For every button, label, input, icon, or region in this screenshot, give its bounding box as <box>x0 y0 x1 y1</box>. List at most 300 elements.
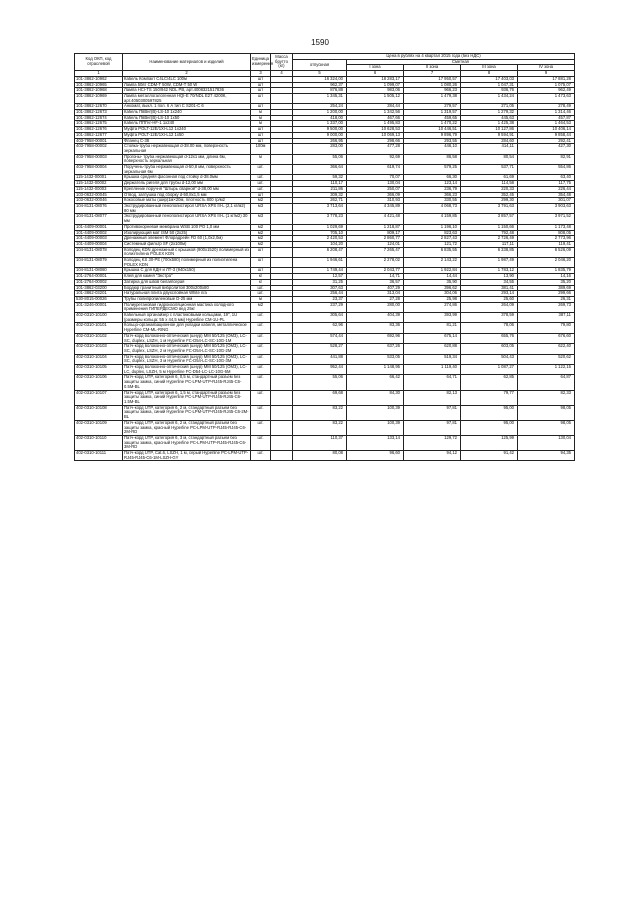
price-zone-2: 10 446,51 <box>404 127 461 133</box>
price-zone-1: 250,07 <box>347 186 404 192</box>
price-zone-1: 27,28 <box>347 296 404 302</box>
price-zone-4: 278,49 <box>518 104 575 110</box>
item-name: Патч-корд волоконно-оптический (шнур) MM 50/125 (OM3), LC-SC, duplex, LSZH, 1 м Hyperline FC-D54-LC-SC-10G-1M <box>123 333 251 343</box>
price-zone-2: 4 159,85 <box>404 214 461 224</box>
item-name: Трубы полипропиленовые D-25 мм <box>123 296 251 302</box>
item-name: Противокорневая мембрана WSB 100 PO 1,0 мм <box>123 224 251 230</box>
item-unit: шт. <box>251 291 271 297</box>
price-release: 110,37 <box>293 435 347 450</box>
price-zone-2: 86,58 <box>404 154 461 164</box>
price-release: 83,22 <box>293 405 347 420</box>
item-name: Муфта POLT-12E/1XI-L12 1х50 <box>123 132 251 138</box>
price-zone-2: 97,81 <box>404 405 461 420</box>
price-zone-4: 119,41 <box>518 241 575 247</box>
table-row <box>75 333 575 343</box>
item-name: Крепление поручня "Штырь сварной" d-38,00 мм <box>123 186 251 192</box>
table-row <box>75 93 575 103</box>
price-zone-4: 622,40 <box>518 344 575 354</box>
price-zone-1: 1 505,12 <box>347 93 404 103</box>
item-code: 402-0310-10110 <box>75 435 123 450</box>
item-mass <box>271 420 293 435</box>
price-zone-4: 520,62 <box>518 354 575 364</box>
price-zone-2: 1 080,26 <box>404 82 461 88</box>
item-unit: м2 <box>251 198 271 204</box>
price-zone-3: 537,71 <box>461 165 518 175</box>
price-zone-2: 274,86 <box>404 302 461 312</box>
item-unit: шт <box>251 127 271 133</box>
item-unit: м <box>251 115 271 121</box>
price-zone-2: 2 827,43 <box>404 236 461 242</box>
price-release: 366,64 <box>293 165 347 175</box>
price-zone-3: 220,33 <box>461 186 518 192</box>
item-name: Кабель ППГнг-НF-1 1х240 <box>123 121 251 127</box>
price-zone-4: 292,41 <box>518 138 575 144</box>
header-estimate: Сметная <box>347 59 575 65</box>
price-release: 55,06 <box>293 154 347 164</box>
item-code: 403-7958-00003 <box>75 154 123 164</box>
price-zone-3: 381,41 <box>461 285 518 291</box>
item-unit: шт <box>251 82 271 88</box>
price-zone-4: 301,07 <box>518 198 575 204</box>
price-release: 110,17 <box>293 181 347 187</box>
price-zone-3: 603,05 <box>461 344 518 354</box>
price-zone-2: 97,81 <box>404 420 461 435</box>
item-code: 115-1432-00002 <box>75 181 123 187</box>
price-zone-1: 284,44 <box>347 104 404 110</box>
item-name: Натуральная плита двухслойная White n/a <box>123 291 251 297</box>
table-row <box>75 354 575 364</box>
price-release: 2 420,53 <box>293 236 347 242</box>
price-zone-4: 554,86 <box>518 165 575 175</box>
price-zone-4: 82,33 <box>518 390 575 405</box>
item-name: Патч-корд UTP, категория 6, 3 м, стандартный разъем без защиты замка, красный Hyperline PC-LPM-UTP-RJ45-RJ45-C6-3M-RD <box>123 435 251 450</box>
table-row <box>75 365 575 375</box>
price-release: 1 749,44 <box>293 268 347 274</box>
table-row <box>75 144 575 154</box>
price-zone-1: 4 345,89 <box>347 203 404 213</box>
price-zone-3: 1 987,49 <box>461 258 518 268</box>
item-unit: м2 <box>251 224 271 230</box>
price-zone-3: 299,30 <box>461 198 518 204</box>
price-release: 3 778,23 <box>293 214 347 224</box>
price-zone-1: 7 265,47 <box>347 247 404 257</box>
price-zone-2: 35,90 <box>404 279 461 285</box>
price-release: 12,57 <box>293 274 347 280</box>
price-zone-4: 6 526,09 <box>518 247 575 257</box>
price-zone-1: 533,05 <box>347 354 404 364</box>
price-release: 1 029,69 <box>293 224 347 230</box>
item-code: 101-4409-00002 <box>75 230 123 236</box>
item-code: 101-3862-12677 <box>75 132 123 138</box>
price-zone-2: 620,88 <box>404 344 461 354</box>
price-zone-1: 2 860,77 <box>347 236 404 242</box>
price-zone-3: 3 791,63 <box>461 203 518 213</box>
item-name: Кабель ПвВнг(В)-LS-10 1х50 <box>123 115 251 121</box>
item-unit: шт <box>251 268 271 274</box>
price-release: 574,44 <box>293 333 347 343</box>
price-zone-1: 313,04 <box>347 291 404 297</box>
item-code: 101-4409-00004 <box>75 241 123 247</box>
price-zone-4: 98,05 <box>518 420 575 435</box>
item-name: Фланец С-38 <box>123 138 251 144</box>
price-zone-3: 445,63 <box>461 115 518 121</box>
item-unit: шт. <box>251 375 271 390</box>
price-zone-4: 3 971,52 <box>518 214 575 224</box>
price-release: 80,08 <box>293 451 347 461</box>
price-zone-2: 64,71 <box>404 375 461 390</box>
price-zone-3: 9 594,91 <box>461 132 518 138</box>
price-zone-4: 9 858,44 <box>518 132 575 138</box>
price-release: 1 946,61 <box>293 258 347 268</box>
price-zone-4: 226,44 <box>518 186 575 192</box>
table-row <box>75 405 575 420</box>
item-code: 101-3862-12673 <box>75 110 123 116</box>
price-zone-2: 6 835,55 <box>404 247 461 257</box>
item-code: 115-1432-00001 <box>75 175 123 181</box>
price-zone-4: 1 075,07 <box>518 82 575 88</box>
item-mass <box>271 390 293 405</box>
item-name: Патч-корд UTP, Cat.6, LSZH, 1 м, серый Hyperline PC-LPM-UTP-RJ45-RJ45-C6-1M-LSZH-GY <box>123 451 251 461</box>
item-unit: шт <box>251 76 271 82</box>
item-name: Лампа металлогалогенная HQI-E 70/NDL E27 4200К, арт.4050300597825 <box>123 93 251 103</box>
price-zone-4: 1 173,48 <box>518 224 575 230</box>
item-mass <box>271 258 293 268</box>
item-unit: м2 <box>251 236 271 242</box>
price-release: 705,10 <box>293 230 347 236</box>
item-code: 101-3862-12676 <box>75 127 123 133</box>
price-zone-3: 1 279,32 <box>461 110 518 116</box>
price-zone-3: 1 434,24 <box>461 93 518 103</box>
table-row <box>75 344 575 354</box>
price-zone-2: 82,13 <box>404 390 461 405</box>
price-zone-3: 3 857,57 <box>461 214 518 224</box>
item-name: Патч-корд UTP, категория 6, 1,5 м, стандартный разъем без защиты замка, синий Hyperline PC-LPM-UTP-RJ45-RJ45-C6-1.5M-BL <box>123 390 251 405</box>
column-number: 5 <box>293 71 347 77</box>
header-zone-1: I зона <box>347 65 404 71</box>
item-unit: шт. <box>251 181 271 187</box>
item-mass <box>271 405 293 420</box>
item-name: Кабель ПвВнг(В)-LS-10 1х240 <box>123 110 251 116</box>
price-release: 256,44 <box>293 291 347 297</box>
price-zone-3: 78,06 <box>461 323 518 333</box>
item-name: Крышка средняя фасонная под стойку d-38.0мм <box>123 175 251 181</box>
price-zone-4: 2 046,20 <box>518 258 575 268</box>
price-release: 1 345,31 <box>293 93 347 103</box>
price-zone-2: 17 950,57 <box>404 76 461 82</box>
item-code: 103-0632-00045 <box>75 192 123 198</box>
price-zone-2: 2 143,22 <box>404 258 461 268</box>
price-zone-2: 446,10 <box>404 144 461 154</box>
item-unit: шт <box>251 258 271 268</box>
item-unit: кг <box>251 274 271 280</box>
price-zone-3: 1 783,12 <box>461 268 518 274</box>
item-mass <box>271 323 293 333</box>
column-number: 7 <box>404 71 461 77</box>
item-name: Лампа HCI-TS 150/942 NDL PB, арт.4008321517836 <box>123 88 251 94</box>
item-name: Клей для камня "Экстра" <box>123 274 251 280</box>
price-release: 876,88 <box>293 88 347 94</box>
price-release: 441,88 <box>293 354 347 364</box>
item-unit: шт. <box>251 365 271 375</box>
price-zone-4: 64,87 <box>518 375 575 390</box>
price-zone-1: 1 148,95 <box>347 365 404 375</box>
item-unit: м2 <box>251 302 271 312</box>
price-zone-1: 2 043,77 <box>347 268 404 274</box>
price-zone-3: 1 087,27 <box>461 365 518 375</box>
price-release: 962,37 <box>293 82 347 88</box>
item-code: 101-3862-10962 <box>75 76 123 82</box>
header-zone-3: III зона <box>461 65 518 71</box>
price-zone-2: 94,12 <box>404 451 461 461</box>
item-code: 101-3862-03200 <box>75 285 123 291</box>
price-release: 55,06 <box>293 375 347 390</box>
item-unit: шт. <box>251 344 271 354</box>
price-zone-4: 117,75 <box>518 181 575 187</box>
price-zone-2: 279,57 <box>404 104 461 110</box>
table-row <box>75 247 575 257</box>
price-zone-1: 477,28 <box>347 144 404 154</box>
price-zone-3: 271,05 <box>461 104 518 110</box>
price-zone-1: 10 069,13 <box>347 132 404 138</box>
item-mass <box>271 313 293 323</box>
price-zone-2: 459,65 <box>404 115 461 121</box>
item-unit: шт. <box>251 435 271 450</box>
price-zone-1: 404,39 <box>347 313 404 323</box>
item-mass <box>271 247 293 257</box>
item-unit: шт. <box>251 313 271 323</box>
item-name: Прогоны- труба нержавеющая d-12х1 мм, длина 6м, поверхность зеркальная <box>123 154 251 164</box>
item-name: Стойка-труба нержавеющая d-38.00 мм, поверхность зеркальная <box>123 144 251 154</box>
item-name: Изолирующий мат ISM 50 (2х25) <box>123 230 251 236</box>
item-name: Лампа 50вт CDM-T 50W, CDM-T 50 W <box>123 82 251 88</box>
item-unit: шт. <box>251 333 271 343</box>
price-zone-2: 1 479,38 <box>404 93 461 103</box>
item-unit: шт <box>251 138 271 144</box>
header-mass: Масса брутто (кг) <box>271 54 293 71</box>
price-table <box>74 53 575 461</box>
price-release: 9 000,00 <box>293 132 347 138</box>
item-code: 101-3862-10969 <box>75 93 123 103</box>
price-zone-3: 95,00 <box>461 420 518 435</box>
item-code: 402-0310-10108 <box>75 405 123 420</box>
header-name: Наименование материалов и изделий <box>123 54 251 71</box>
item-unit: 100м <box>251 144 271 154</box>
header-code: Код ОКП, код отраслевой <box>75 54 123 71</box>
item-code: 403-7958-00001 <box>75 138 123 144</box>
price-zone-4: 1 122,15 <box>518 365 575 375</box>
price-zone-3: 655,76 <box>461 333 518 343</box>
price-zone-4: 1 464,53 <box>518 121 575 127</box>
price-zone-2: 519,34 <box>404 354 461 364</box>
price-release: 418,00 <box>293 115 347 121</box>
price-zone-3: 6 338,85 <box>461 247 518 257</box>
item-name: Патч-корд волоконно-оптический (шнур) MM 50/125 (OM3), LC-LC, duplex, LSZH, 5 м Hyperline FC-D54-LC-LC-10G-5M <box>123 365 251 375</box>
item-name: Патч-корд UTP, категория 6, 0,5 м, стандартный разъем без защиты замка, синий Hyperline PC-LPM-UTP-RJ45-RJ45-C6-0.5M-BL <box>123 375 251 390</box>
item-code: 104-8131-08078 <box>75 247 123 257</box>
price-zone-3: 95,00 <box>461 405 518 420</box>
price-zone-2: 25,98 <box>404 296 461 302</box>
price-release: 309,32 <box>293 192 347 198</box>
price-release: 31,25 <box>293 279 347 285</box>
price-release: 69,68 <box>293 390 347 405</box>
price-zone-1: 18 283,17 <box>347 76 404 82</box>
column-number: 2 <box>123 71 251 77</box>
price-zone-4: 98,05 <box>518 405 575 420</box>
price-zone-3: 13,90 <box>461 274 518 280</box>
price-zone-2: 9 896,79 <box>404 132 461 138</box>
item-unit: шт <box>251 132 271 138</box>
price-release: 6 208,47 <box>293 247 347 257</box>
price-zone-2: 966,23 <box>404 88 461 94</box>
price-zone-2: 393,99 <box>404 313 461 323</box>
item-code: 402-0310-10109 <box>75 420 123 435</box>
price-release: 62,96 <box>293 323 347 333</box>
column-number: 3 <box>251 71 271 77</box>
item-mass <box>271 365 293 375</box>
item-code: 104-8131-08076 <box>75 203 123 213</box>
price-zone-3: 792,48 <box>461 230 518 236</box>
item-name: Анкомат, выкл. 1 пол. 6 A тип C S201-C 6 <box>123 104 251 110</box>
item-code: 101-2764-00001 <box>75 274 123 280</box>
price-release: 254,24 <box>293 104 347 110</box>
item-unit: шт <box>251 192 271 198</box>
item-unit: м <box>251 154 271 164</box>
item-code: 402-0310-10105 <box>75 365 123 375</box>
price-zone-1: 1 495,83 <box>347 121 404 127</box>
item-unit: шт <box>251 88 271 94</box>
item-unit: шт. <box>251 354 271 364</box>
table-row <box>75 420 575 435</box>
item-name: Полиуретановая гидроизоляционная мастика холодного применения ГИПЕРДЕСМО вед 25кг <box>123 302 251 312</box>
price-zone-4: 94,35 <box>518 451 575 461</box>
price-zone-1: 84,30 <box>347 390 404 405</box>
price-zone-4: 10 406,14 <box>518 127 575 133</box>
item-mass <box>271 203 293 213</box>
price-zone-2: 14,44 <box>404 274 461 280</box>
item-code: 101-3246-00001 <box>75 302 123 312</box>
price-zone-2: 123,14 <box>404 181 461 187</box>
item-name: Патч-корд волоконно-оптический (шнур) MM 50/125 (OM3), LC-SC, duplex, LSZH, 3 м Hyperline FC-D54-LC-SC-10G-3M <box>123 354 251 364</box>
table-row <box>75 313 575 323</box>
price-release: 237,29 <box>293 302 347 312</box>
price-zone-1: 366,09 <box>347 192 404 198</box>
price-zone-4: 427,30 <box>518 144 575 154</box>
price-release: 262,71 <box>293 198 347 204</box>
item-name: Бордюр гранитный вибролитой 300х200х80 <box>123 285 251 291</box>
price-zone-3: 25,60 <box>461 296 518 302</box>
price-zone-3: 2 726,49 <box>461 236 518 242</box>
price-zone-3: 117,11 <box>461 241 518 247</box>
item-name: Системный фильтр SF (2х100м) <box>123 241 251 247</box>
price-zone-1: 100,39 <box>347 420 404 435</box>
item-code: 103-0632-00046 <box>75 198 123 204</box>
item-code: 402-0310-10106 <box>75 375 123 390</box>
price-zone-2: 293,55 <box>404 138 461 144</box>
price-zone-3: 352,45 <box>461 192 518 198</box>
price-zone-4: 130,04 <box>518 435 575 450</box>
price-zone-3: 1 425,38 <box>461 121 518 127</box>
price-zone-2: 304,06 <box>404 291 461 297</box>
item-name: Экструдированный пенополистирол URSA XPS III-L (2,1 кг/м2) 80 мм <box>123 203 251 213</box>
price-zone-1: 10 628,53 <box>347 127 404 133</box>
header-price-group: Цена в рублях на 4 квартал 2015 года (без НДС) <box>293 54 575 60</box>
price-release: 1 337,00 <box>293 121 347 127</box>
table-row <box>75 214 575 224</box>
item-mass <box>271 344 293 354</box>
item-name: Затирка для швов белая/серая <box>123 279 251 285</box>
price-zone-4: 269,73 <box>518 302 575 312</box>
item-code: 530-8015-00026 <box>75 296 123 302</box>
item-unit: м2 <box>251 241 271 247</box>
price-zone-4: 299,66 <box>518 291 575 297</box>
price-release: 59,32 <box>293 175 347 181</box>
price-zone-2: 121,72 <box>404 241 461 247</box>
item-name: Крышка С для КДН и ЛТ-3 (940х150) <box>123 268 251 274</box>
item-unit: кг <box>251 279 271 285</box>
item-mass <box>271 154 293 164</box>
price-zone-2: 330,55 <box>404 198 461 204</box>
price-zone-1: 92,69 <box>347 154 404 164</box>
price-zone-2: 81,21 <box>404 323 461 333</box>
price-zone-1: 298,66 <box>347 138 404 144</box>
item-name: Отвод, заглушка под сборку d-50,8х1,5 мм <box>123 192 251 198</box>
price-release: 9 500,00 <box>293 127 347 133</box>
item-code: 402-0310-10107 <box>75 390 123 405</box>
item-mass <box>271 451 293 461</box>
item-name: Кабельный органайзер с пластиковыми кольцами, 19", 1U (размеры кольца: 55 х 44,5 мм) Hyperline CM-1U-PL <box>123 313 251 323</box>
header-zone-4: IV зона <box>518 65 575 71</box>
price-release: 952,44 <box>293 365 347 375</box>
table-row <box>75 451 575 461</box>
price-zone-4: 63,40 <box>518 175 575 181</box>
column-number: 4 <box>271 71 293 77</box>
price-zone-4: 808,05 <box>518 230 575 236</box>
price-zone-3: 91,42 <box>461 451 518 461</box>
price-zone-3: 10 127,86 <box>461 127 518 133</box>
price-zone-3: 79,77 <box>461 390 518 405</box>
price-zone-1: 619,74 <box>347 165 404 175</box>
item-mass <box>271 375 293 390</box>
item-code: 402-0310-10102 <box>75 333 123 343</box>
item-code: 402-0310-10103 <box>75 344 123 354</box>
price-zone-1: 133,14 <box>347 435 404 450</box>
price-zone-3: 17 403,03 <box>461 76 518 82</box>
item-name: Колодец KDN дренажный с крышкой (900х1520) полимерный из полиэтилена POLEX KDN <box>124 246 249 257</box>
item-name: Кокосовые маты (шир)1м×20м, плотность 800 гр/м2 <box>123 198 251 204</box>
price-zone-4: 1 835,79 <box>518 268 575 274</box>
price-zone-3: 378,59 <box>461 313 518 323</box>
item-code: 402-0310-10104 <box>75 354 123 364</box>
price-release: 307,63 <box>293 285 347 291</box>
price-zone-4: 1 473,63 <box>518 93 575 103</box>
item-unit: м <box>251 110 271 116</box>
item-mass <box>271 302 293 312</box>
price-zone-3: 414,11 <box>461 144 518 154</box>
item-name: Поручень-труба нержавеющая d-50,8 мм, поверхность зеркальная 6м <box>123 165 251 175</box>
price-zone-2: 396,62 <box>404 285 461 291</box>
price-release: 1 200,00 <box>293 110 347 116</box>
price-zone-4: 17 881,28 <box>518 76 575 82</box>
price-zone-1: 1 342,56 <box>347 110 404 116</box>
price-release: 528,27 <box>293 344 347 354</box>
price-zone-2: 579,25 <box>404 165 461 175</box>
item-code: 104-8131-08077 <box>75 214 123 224</box>
price-zone-3: 504,43 <box>461 354 518 364</box>
price-zone-1: 809,17 <box>347 230 404 236</box>
price-release: 283,00 <box>293 144 347 154</box>
price-zone-1: 96,60 <box>347 451 404 461</box>
item-code: 104-8131-08079 <box>75 258 123 268</box>
